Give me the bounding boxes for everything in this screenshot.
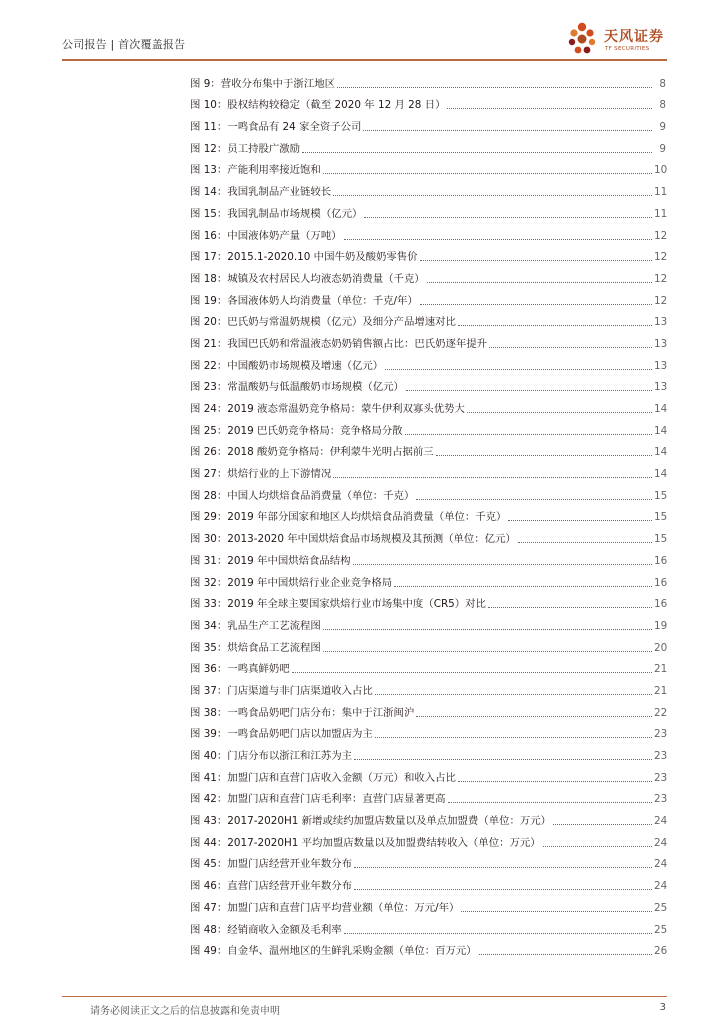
toc-leader-dots	[344, 239, 652, 240]
toc-entry-label: 图 28：中国人均烘焙食品消费量（单位：千克）	[190, 489, 415, 502]
toc-entry-page: 15	[654, 489, 668, 502]
toc-entry-label: 图 17：2015.1-2020.10 中国牛奶及酸奶零售价	[190, 251, 418, 264]
toc-entry-label: 图 47：加盟门店和直营门店平均营业额（单位：万元/年）	[190, 901, 460, 914]
toc-entry-label: 图 33：2019 年全球主要国家烘焙行业市场集中度（CR5）对比	[190, 598, 486, 611]
toc-entry-label: 图 45：加盟门店经营开业年数分布	[190, 858, 352, 871]
toc-entry-label: 图 14：我国乳制品产业链较长	[190, 186, 332, 199]
toc-leader-dots	[385, 369, 652, 370]
logo-name: 天风证券	[604, 29, 664, 45]
toc-entry[interactable]	[190, 416, 666, 438]
toc-leader-dots	[458, 781, 652, 782]
toc-entry[interactable]	[190, 91, 666, 113]
toc-entry-label: 图 30：2013-2020 年中国烘焙食品市场规模及其预测（单位：亿元）	[190, 533, 516, 546]
toc-entry-page: 16	[654, 554, 668, 567]
toc-entry-page: 13	[654, 337, 668, 350]
toc-entry-label: 图 32：2019 年中国烘焙行业企业竞争格局	[190, 576, 393, 589]
toc-entry[interactable]	[190, 438, 666, 460]
page-number: 3	[659, 1002, 666, 1013]
toc-entry[interactable]	[190, 308, 666, 330]
toc-leader-dots	[323, 173, 652, 174]
toc-entry[interactable]	[190, 177, 666, 199]
toc-leader-dots	[405, 434, 652, 435]
toc-entry-page: 14	[654, 468, 668, 481]
toc-entry-page: 10	[654, 164, 668, 177]
toc-entry-page: 12	[654, 272, 668, 285]
toc-entry[interactable]	[190, 351, 666, 373]
toc-entry[interactable]	[190, 112, 666, 134]
toc-entry-page: 12	[654, 251, 668, 264]
toc-entry[interactable]	[190, 264, 666, 286]
toc-entry-page: 24	[654, 880, 668, 893]
toc-entry[interactable]	[190, 481, 666, 503]
company-logo	[566, 20, 670, 58]
toc-entry-page: 25	[654, 923, 668, 936]
toc-entry-label: 图 39：一鸣食品奶吧门店以加盟店为主	[190, 728, 373, 741]
toc-entry-label: 图 15：我国乳制品市场规模（亿元）	[190, 207, 363, 220]
toc-entry-page: 23	[654, 728, 668, 741]
toc-leader-dots	[323, 651, 652, 652]
toc-entry-label: 图 49：自金华、温州地区的生鲜乳采购金额（单位：百万元）	[190, 945, 477, 958]
toc-entry[interactable]	[190, 156, 666, 178]
header-text: 公司报告 | 首次覆盖报告	[62, 38, 186, 51]
toc-entry-label: 图 34：乳品生产工艺流程图	[190, 619, 321, 632]
footer-divider	[62, 996, 667, 997]
toc-entry-page: 12	[654, 229, 668, 242]
toc-leader-dots	[375, 737, 652, 738]
toc-entry-label: 图 13：产能利用率接近饱和	[190, 164, 321, 177]
toc-entry[interactable]	[190, 893, 666, 915]
toc-entry-page: 11	[654, 207, 668, 220]
toc-entry-page: 21	[654, 663, 668, 676]
toc-entry[interactable]	[190, 871, 666, 893]
toc-entry-page: 14	[654, 446, 668, 459]
toc-entry-label: 图 18：城镇及农村居民人均液态奶消费量（千克）	[190, 272, 425, 285]
toc-leader-dots	[479, 954, 652, 955]
footer-disclaimer: 请务必阅读正文之后的信息披露和免责申明	[90, 1006, 280, 1017]
toc-entry[interactable]	[190, 850, 666, 872]
toc-entry-page: 13	[654, 316, 668, 329]
toc-entry[interactable]	[190, 503, 666, 525]
toc-entry-label: 图 37：门店渠道与非门店渠道收入占比	[190, 684, 373, 697]
toc-entry-page: 24	[654, 858, 668, 871]
toc-leader-dots	[518, 542, 652, 543]
toc-entry[interactable]	[190, 937, 666, 959]
toc-entry-label: 图 29：2019 年部分国家和地区人均烘焙食品消费量（单位：千克）	[190, 511, 507, 524]
toc-entry-label: 图 21：我国巴氏奶和常温液态奶奶销售额占比：巴氏奶逐年提升	[190, 337, 488, 350]
toc-entry-label: 图 26：2018 酸奶竞争格局：伊利蒙牛光明占据前三	[190, 446, 434, 459]
toc-entry-page: 16	[654, 576, 668, 589]
toc-entry-page: 8	[659, 99, 666, 112]
toc-leader-dots	[420, 304, 652, 305]
toc-entry-label: 图 19：各国液体奶人均消费量（单位：千克/年）	[190, 294, 418, 307]
toc-entry-label: 图 41：加盟门店和直营门店收入金额（万元）和收入占比	[190, 771, 456, 784]
toc-entry-page: 13	[654, 359, 668, 372]
toc-entry-label: 图 12：员工持股广激励	[190, 142, 301, 155]
toc-entry-page: 14	[654, 403, 668, 415]
toc-leader-dots	[508, 520, 652, 521]
toc-entry-label: 图 25：2019 巴氏奶竞争格局：竞争格局分散	[190, 424, 403, 437]
toc-entry[interactable]	[190, 221, 666, 243]
toc-leader-dots	[302, 152, 652, 153]
toc-entry-label: 图 40：门店分布以浙江和江苏为主	[190, 750, 352, 762]
toc-leader-dots	[406, 390, 652, 391]
toc-leader-dots	[337, 87, 652, 88]
toc-leader-dots	[458, 325, 652, 326]
toc-entry-label: 图 44：2017-2020H1 平均加盟店数量以及加盟费结转收入（单位：万元）	[190, 836, 541, 849]
toc-entry-label: 图 23：常温酸奶与低温酸奶市场规模（亿元）	[190, 381, 404, 394]
toc-entry-page: 16	[654, 598, 668, 611]
toc-leader-dots	[447, 108, 652, 109]
toc-entry-label: 图 11：一鸣食品有 24 家全资子公司	[190, 121, 362, 134]
logo-subtitle: TF SECURITIES	[605, 46, 650, 52]
toc-entry[interactable]	[190, 329, 666, 351]
toc-entry[interactable]	[190, 243, 666, 265]
toc-leader-dots	[323, 629, 652, 630]
toc-entry[interactable]	[190, 806, 666, 828]
figure-list	[190, 69, 666, 958]
toc-entry-page: 23	[654, 771, 668, 784]
toc-leader-dots	[427, 282, 652, 283]
toc-entry-label: 图 36：一鸣真鲜奶吧	[190, 663, 290, 676]
toc-leader-dots	[333, 195, 652, 196]
toc-leader-dots	[333, 477, 652, 478]
toc-leader-dots	[375, 694, 652, 695]
toc-leader-dots	[344, 933, 652, 934]
toc-entry-label: 图 20：巴氏奶与常温奶规模（亿元）及细分产品增速对比	[190, 316, 456, 329]
toc-entry-page: 9	[659, 121, 666, 134]
toc-entry[interactable]	[190, 524, 666, 546]
toc-entry[interactable]	[190, 741, 666, 763]
toc-entry-page: 13	[654, 381, 668, 394]
toc-leader-dots	[354, 867, 652, 868]
toc-entry[interactable]	[190, 546, 666, 568]
toc-entry-page: 24	[654, 836, 668, 849]
toc-entry-label: 图 31：2019 年中国烘焙食品结构	[190, 554, 351, 567]
toc-entry[interactable]	[190, 373, 666, 395]
toc-entry-page: 15	[654, 511, 668, 524]
toc-entry-page: 12	[654, 294, 668, 307]
toc-leader-dots	[394, 586, 652, 587]
toc-entry[interactable]	[190, 720, 666, 742]
toc-entry-page: 22	[654, 706, 668, 719]
toc-leader-dots	[543, 846, 652, 847]
toc-entry[interactable]	[190, 915, 666, 937]
toc-entry[interactable]	[190, 763, 666, 785]
toc-leader-dots	[489, 347, 652, 348]
toc-entry-label: 图 24：2019 液态常温奶竞争格局：蒙牛伊利双寡头优势大	[190, 403, 465, 415]
toc-entry-label: 图 43：2017-2020H1 新增或续约加盟店数量以及单点加盟费（单位：万元）	[190, 815, 552, 828]
toc-leader-dots	[354, 889, 652, 890]
toc-entry-label: 图 27：烘焙行业的上下游情况	[190, 468, 332, 481]
header-divider	[62, 59, 667, 61]
toc-entry[interactable]	[190, 676, 666, 698]
toc-leader-dots	[420, 260, 652, 261]
toc-entry[interactable]	[190, 633, 666, 655]
toc-entry[interactable]	[190, 590, 666, 612]
toc-entry[interactable]	[190, 134, 666, 156]
toc-leader-dots	[488, 607, 652, 608]
toc-leader-dots	[292, 672, 652, 673]
toc-leader-dots	[553, 824, 652, 825]
toc-entry-page: 9	[659, 142, 666, 155]
toc-entry-page: 11	[654, 186, 668, 199]
toc-entry-label: 图 42：加盟门店和直营门店毛利率：直营门店显著更高	[190, 793, 446, 806]
toc-entry-page: 23	[654, 750, 668, 762]
toc-leader-dots	[416, 716, 652, 717]
toc-entry-label: 图 9：营收分布集中于浙江地区	[190, 77, 335, 90]
toc-leader-dots	[416, 499, 652, 500]
toc-leader-dots	[364, 217, 652, 218]
toc-entry[interactable]	[190, 698, 666, 720]
toc-entry[interactable]	[190, 199, 666, 221]
toc-entry-label: 图 48：经销商收入金额及毛利率	[190, 923, 342, 936]
toc-entry[interactable]	[190, 785, 666, 807]
toc-entry-page: 8	[659, 77, 666, 90]
toc-entry[interactable]	[190, 394, 666, 416]
toc-leader-dots	[363, 130, 652, 131]
toc-entry-page: 19	[654, 619, 668, 632]
toc-entry-label: 图 38：一鸣食品奶吧门店分布：集中于江浙闽沪	[190, 706, 415, 719]
toc-entry[interactable]	[190, 568, 666, 590]
toc-entry-page: 23	[654, 793, 668, 806]
toc-leader-dots	[467, 412, 652, 413]
toc-entry-page: 24	[654, 815, 668, 828]
toc-leader-dots	[436, 455, 652, 456]
toc-entry-page: 15	[654, 533, 668, 546]
toc-entry-page: 14	[654, 424, 668, 437]
toc-entry-page: 20	[654, 641, 668, 654]
toc-entry-page: 21	[654, 684, 668, 697]
toc-leader-dots	[353, 564, 652, 565]
toc-leader-dots	[448, 802, 652, 803]
tf-logo-icon	[566, 20, 602, 58]
toc-entry-label: 图 46：直营门店经营开业年数分布	[190, 880, 352, 893]
toc-leader-dots	[354, 759, 652, 760]
toc-entry[interactable]	[190, 655, 666, 677]
toc-entry[interactable]	[190, 459, 666, 481]
toc-entry-label: 图 16：中国液体奶产量（万吨）	[190, 229, 342, 242]
toc-entry-page: 26	[654, 945, 668, 958]
toc-entry[interactable]	[190, 611, 666, 633]
toc-entry[interactable]	[190, 286, 666, 308]
toc-entry-label: 图 10：股权结构较稳定（截至 2020 年 12 月 28 日）	[190, 99, 446, 112]
toc-entry-page: 25	[654, 901, 668, 914]
toc-entry[interactable]	[190, 69, 666, 91]
toc-entry-label: 图 35：烘焙食品工艺流程图	[190, 641, 321, 654]
toc-entry-label: 图 22：中国酸奶市场规模及增速（亿元）	[190, 359, 384, 372]
toc-entry[interactable]	[190, 828, 666, 850]
toc-leader-dots	[461, 911, 652, 912]
